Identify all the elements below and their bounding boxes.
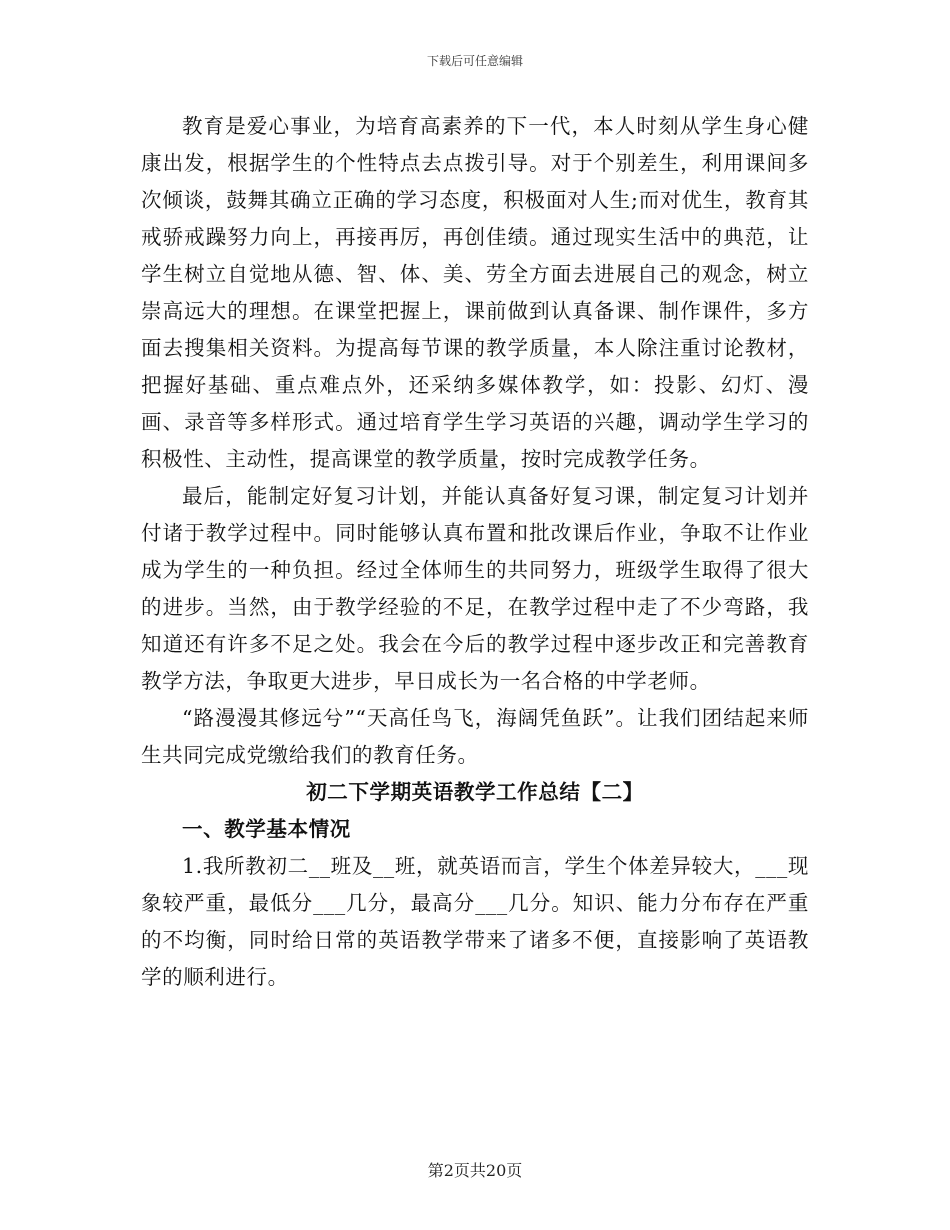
page-footer: 第2页共20页 xyxy=(427,1161,523,1180)
paragraph-closing-quote: “路漫漫其修远兮”“天高任鸟飞，海阔凭鱼跃”。让我们团结起来师生共同完成党缴给我们的教育任务。 xyxy=(141,706,809,767)
page-header: 下载后可任意编辑 xyxy=(426,54,523,68)
paragraph-review-plan: 最后，能制定好复习计划，并能认真备好复习课，制定复习计划并付诸于教学过程中。同时能够认真布置和批改课后作业，争取不让作业成为学生的一种负担。经过全体师生的共同努力，班级学生取得了很大的进步。当然，由于教学经验的不足，在教学过程中走了不少弯路，我知道还有许多不足之处。我会在今后的教学过程中逐步改正和完善教育教学方法，争取更大进步，早日成长为一名合格的中学老师。 xyxy=(141,484,809,693)
document-body xyxy=(141,108,809,996)
paragraph-education-care: 教育是爱心事业，为培育高素养的下一代，本人时刻从学生身心健康出发，根据学生的个性特点去点拨引导。对于个别差生，利用课间多次倾谈，鼓舞其确立正确的学习态度，积极面对人生;而对优生，教育其戒骄戒躁努力向上，再接再厉，再创佳绩。通过现实生活中的典范，让学生树立自觉地从德、智、体、美、劳全方面去进展自己的观念，树立崇高远大的理想。在课堂把握上，课前做到认真备课、制作课件，多方面去搜集相关资料。为提高每节课的教学质量，本人除注重讨论教材，把握好基础、重点难点外，还采纳多媒体教学，如：投影、幻灯、漫画、录音等多样形式。通过培育学生学习英语的兴趣，调动学生学习的积极性、主动性，提高课堂的教学质量，按时完成教学任务。 xyxy=(141,114,809,471)
section-title: 初二下学期英语教学工作总结【二】 xyxy=(306,780,644,804)
paragraph-class-situation: 1.我所教初二__班及__班，就英语而言，学生个体差异较大，___现象较严重，最低分___几分，最高分___几分。知识、能力分布存在严重的不均衡，同时给日常的英语教学带来了诸多不便，直接影响了英语教学的顺利进行。 xyxy=(141,854,809,989)
subheading-basic-situation: 一、教学基本情况 xyxy=(182,817,351,841)
